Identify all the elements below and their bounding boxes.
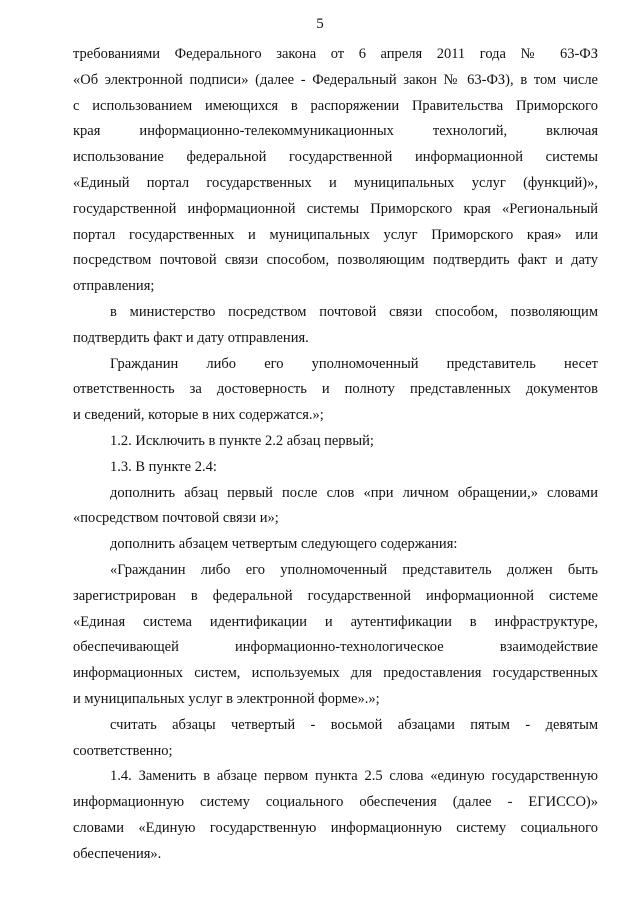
paragraph-item-1-2: [73, 429, 598, 455]
paragraph-supplement-first: [73, 481, 598, 533]
text-line: с использованием имеющихся в распоряжении Правительства Приморского: [73, 97, 598, 114]
paragraph-item-1-3: [73, 455, 598, 481]
paragraph-renumber: [73, 713, 598, 765]
text-line: «Единый портал государственных и муниципальных услуг (функций)»,: [73, 174, 598, 191]
paragraph-item-1-4: [73, 764, 598, 867]
text-line: 1.4. Заменить в абзаце первом пункта 2.5 слова «единую государственную: [110, 768, 598, 785]
text-line: ответственность за достоверность и полноту представленных документов: [73, 381, 598, 398]
text-line: дополнить абзацем четвертым следующего содержания:: [110, 536, 458, 553]
text-line: соответственно;: [73, 742, 173, 759]
text-line: дополнить абзац первый после слов «при личном обращении,» словами: [110, 484, 598, 501]
text-line: Гражданин либо его уполномоченный представитель несет: [110, 355, 598, 372]
paragraph-responsibility: [73, 352, 598, 429]
text-line: подтвердить факт и дату отправления.: [73, 329, 309, 346]
text-line: обеспечивающей информационно-технологическое взаимодействие: [73, 639, 598, 656]
text-line: обеспечения».: [73, 845, 162, 862]
text-line: отправления;: [73, 278, 155, 295]
text-line: «посредством почтовой связи и»;: [73, 510, 279, 527]
text-line: считать абзацы четвертый - восьмой абзацами пятым - девятым: [110, 716, 598, 733]
text-line: 1.3. В пункте 2.4:: [110, 458, 217, 475]
paragraph-ministry: [73, 300, 598, 352]
paragraph-supplement-fourth: [73, 532, 598, 558]
paragraph-registration: [73, 558, 598, 713]
text-line: «Гражданин либо его уполномоченный представитель должен быть: [110, 561, 598, 578]
text-line: государственной информационной системы Приморского края «Региональный: [73, 200, 598, 217]
text-line: информационных систем, используемых для предоставления государственных: [73, 665, 598, 682]
text-line: требованиями Федерального закона от 6 апреля 2011 года № 63-ФЗ: [73, 46, 598, 62]
document-body: [73, 42, 598, 868]
text-line: «Единая система идентификации и аутентификации в инфраструктуре,: [73, 613, 598, 630]
text-line: словами «Единую государственную информационную систему социального: [73, 819, 598, 836]
text-line: портал государственных и муниципальных услуг Приморского края» или: [73, 226, 598, 243]
text-line: 1.2. Исключить в пункте 2.2 абзац первый;: [110, 432, 374, 449]
text-line: и муниципальных услуг в электронной форме».»;: [73, 690, 380, 707]
text-line: посредством почтовой связи способом, позволяющим подтвердить факт и дату: [73, 252, 598, 269]
text-line: в министерство посредством почтовой связи способом, позволяющим: [110, 303, 598, 320]
text-line: края информационно-телекоммуникационных технологий, включая: [73, 123, 598, 140]
text-line: и сведений, которые в них содержатся.»;: [73, 407, 324, 424]
page-number: 5: [316, 16, 324, 32]
paragraph-requirements: [73, 42, 598, 300]
text-line: информационную систему социального обеспечения (далее - ЕГИССО)»: [73, 794, 598, 811]
text-line: «Об электронной подписи» (далее - Федеральный закон № 63-ФЗ), в том числе: [73, 71, 598, 88]
text-line: зарегистрирован в федеральной государственной информационной системе: [73, 587, 598, 604]
text-line: использование федеральной государственной информационной системы: [73, 149, 598, 166]
